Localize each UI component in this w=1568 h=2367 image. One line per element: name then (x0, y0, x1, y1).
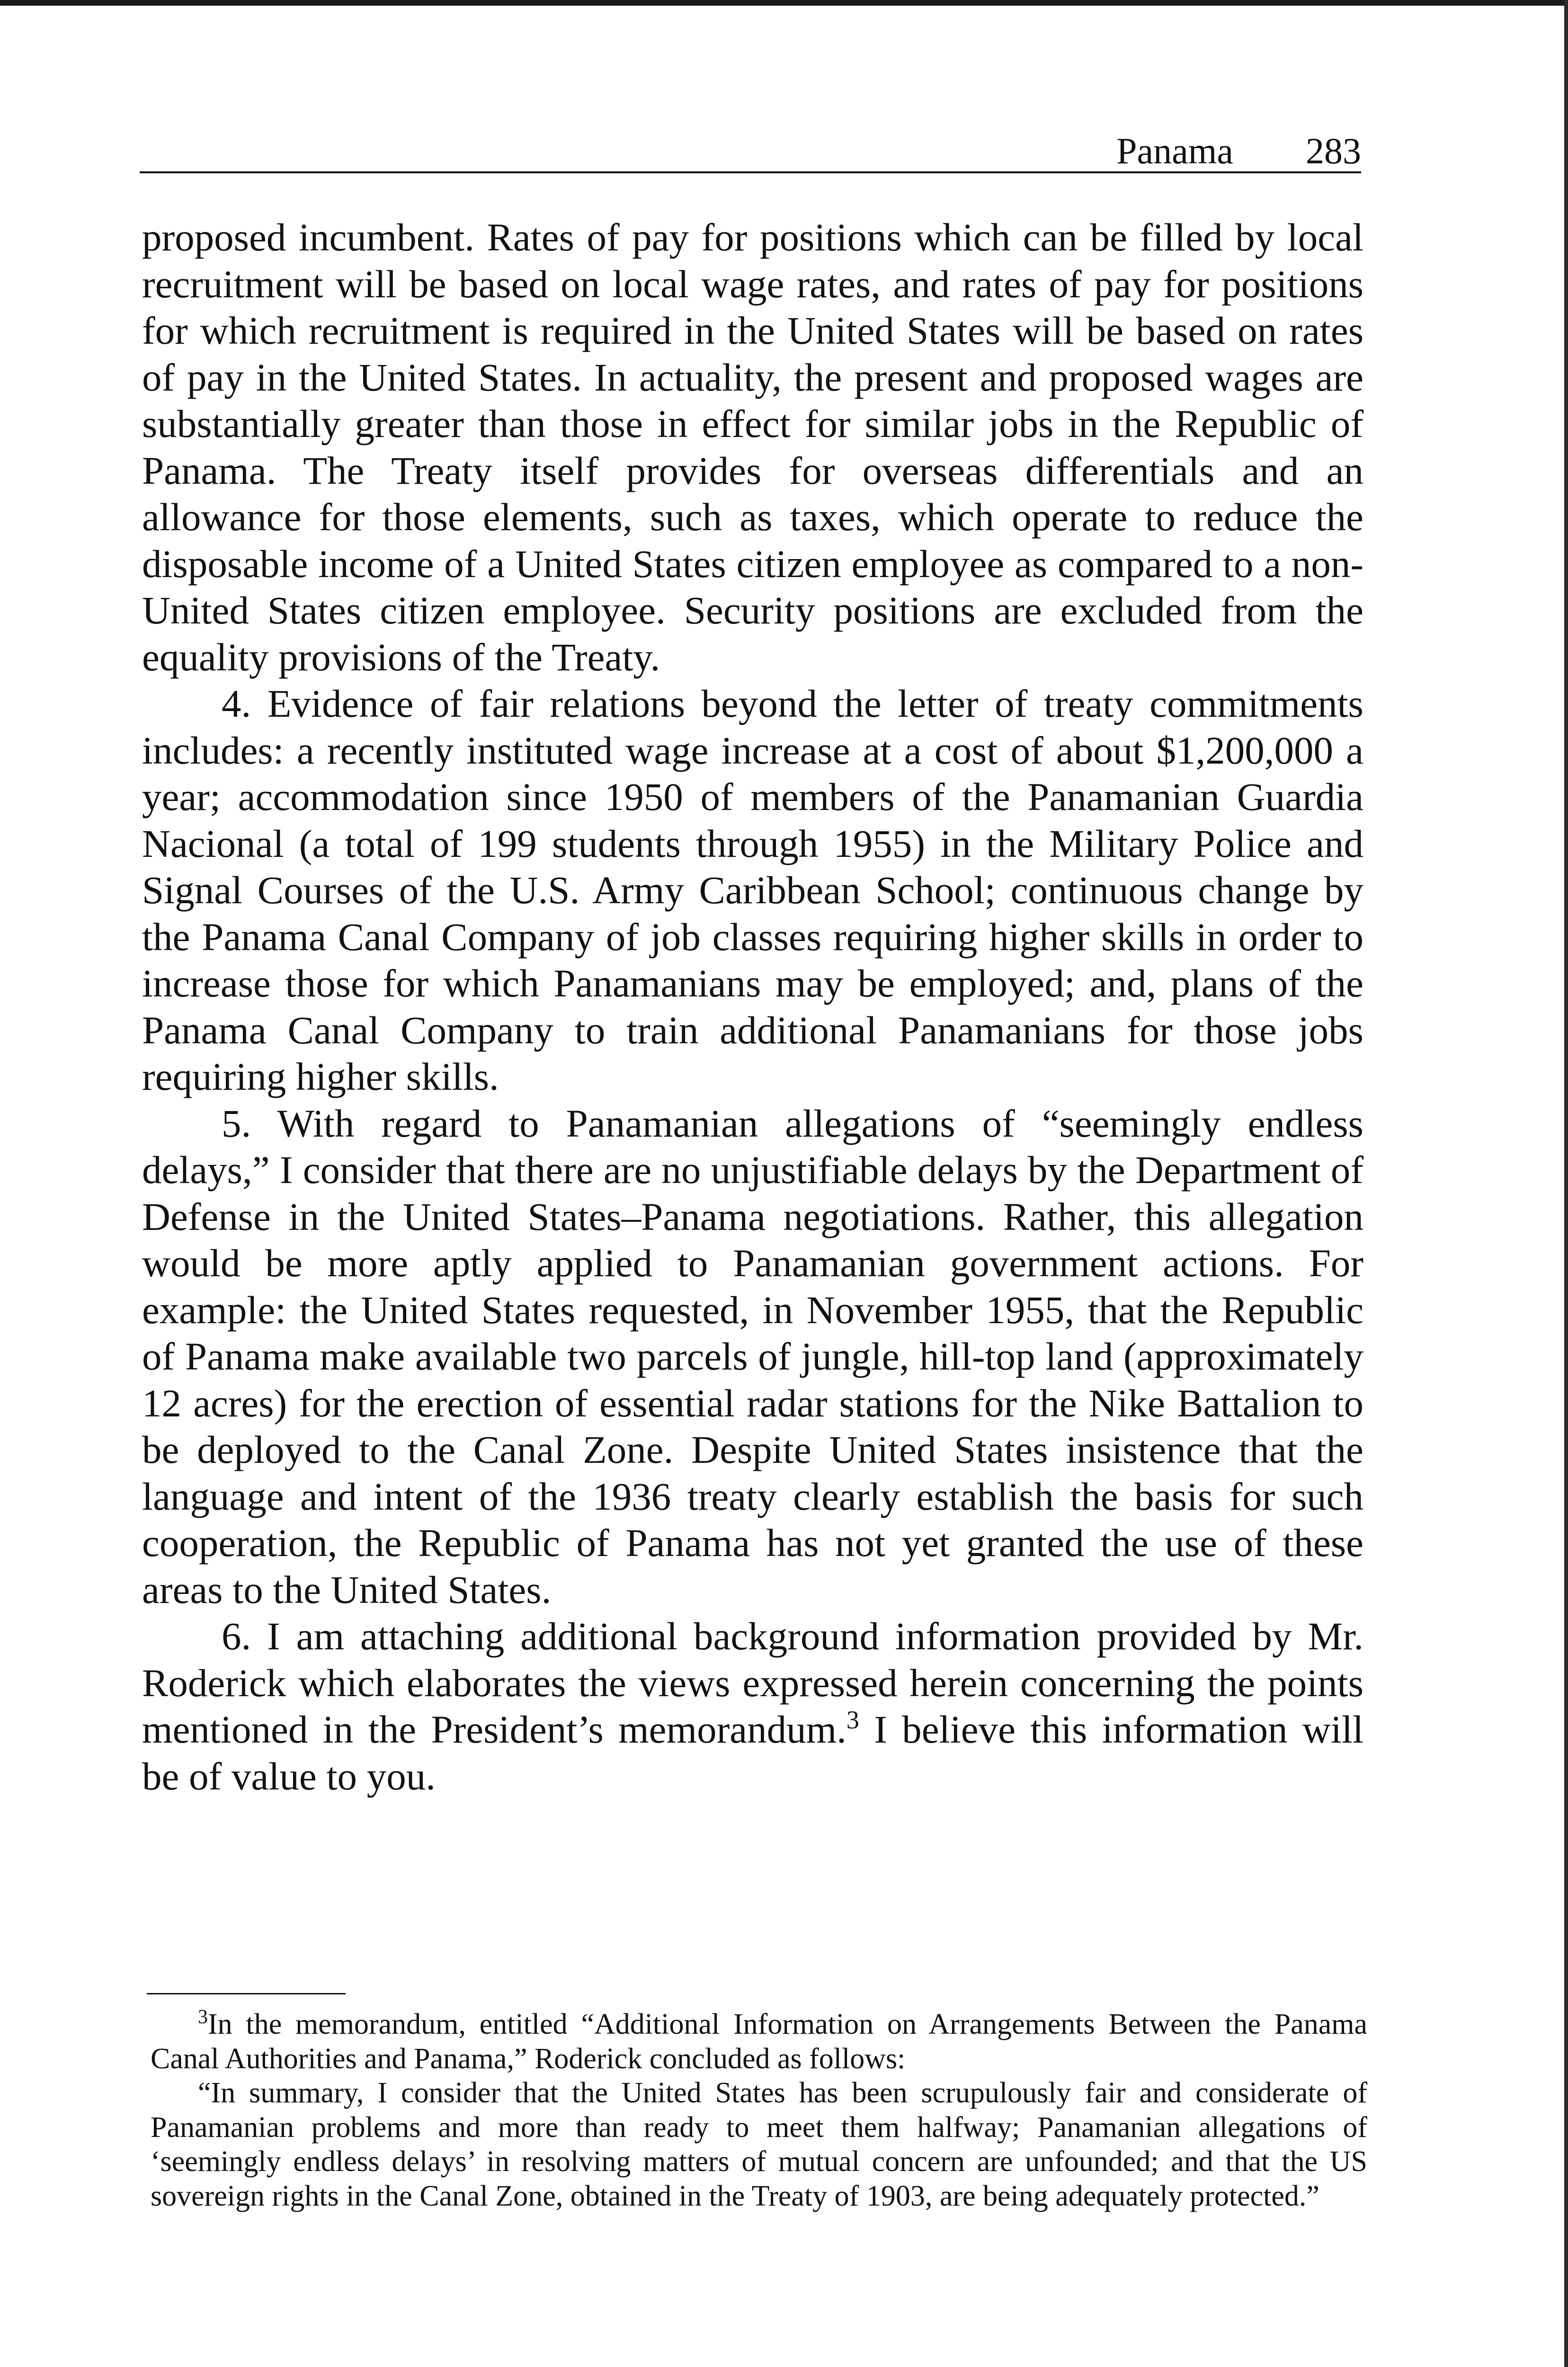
main-text (142, 214, 1363, 1799)
running-title: Panama (1116, 130, 1233, 171)
paragraph-5: 5. With regard to Panamanian allegations of “seemingly endless delays,” I consider that there are no unjustifiable delays by the Department of Defense in the United States–Panama negotiations. Rather, this allegation would be more aptly applied to Panamanian government actions. For example: the United States requested, in November 1955, that the Republic of Panama make available two parcels of jungle, hill-top land (approximately 12 acres) for the erection of essential radar stations for the Nike Battalion to be deployed to the Canal Zone. Despite United States insistence that the language and intent of the 1936 treaty clearly establish the basis for such cooperation, the Republic of Panama has not yet granted the use of these areas to the United States. (142, 1101, 1363, 1611)
footnote-3-quote: “In summary, I consider that the United States has been scrupulously fair and considerate of Panamanian problems and more than ready to meet them halfway; Panamanian allegations of ‘seemingly endless delays’ in resolving matters of mutual concern are unfounded; and that the US sovereign rights in the Canal Zone, obtained in the Treaty of 1903, are being adequately protected.” (151, 2077, 1367, 2212)
page-top-border (0, 0, 1568, 6)
paragraph-continuation: proposed incumbent. Rates of pay for positions which can be filled by local recruitment will be based on local wage rates, and rates of pay for positions for which recruitment is required in the United States will be based on rates of pay in the United States. In actuality, the present and proposed wages are substantially greater than those in effect for similar jobs in the Republic of Panama. The Treaty itself provides for overseas differentials and an allowance for those elements, such as taxes, which operate to reduce the disposable income of a United States citizen employee as compared to a non-United States citizen employee. Security positions are excluded from the equality provisions of the Treaty. (142, 215, 1363, 679)
paragraph-6 (142, 1613, 1363, 1799)
footnote-reference-3: 3 (846, 1706, 859, 1734)
footnote-3-text: In the memorandum, entitled “Additional Information on Arrangements Between the Panama Canal Authorities and Panama,” Roderick concluded as follows: (151, 2008, 1367, 2075)
footnote-rule (147, 1993, 346, 1994)
footnote-marker: 3 (198, 2006, 208, 2028)
footnote-3 (151, 2007, 1367, 2076)
paragraph-6-text: 6. I am attaching additional background information provided by Mr. Roderick which elaborates the views expressed herein concerning the points mentioned in the President’s memorandum. (142, 1614, 1363, 1751)
running-head (140, 124, 1361, 173)
paragraph-6-text-end: I believe this information will be of value to you. (142, 1708, 1364, 1798)
paragraph-4: 4. Evidence of fair relations beyond the letter of treaty commitments includes: a recently instituted wage increase at a cost of about $1,200,000 a year; accommodation since 1950 of members of the Panamanian Guardia Nacional (a total of 199 students through 1955) in the Military Police and Signal Courses of the U.S. Army Caribbean School; continuous change by the Panama Canal Company of job classes requiring higher skills in order to increase those for which Panamanians may be employed; and, plans of the Panama Canal Company to train additional Panamanians for those jobs requiring higher skills. (142, 682, 1363, 1098)
page-number: 283 (1306, 130, 1361, 171)
page-right-border (1564, 0, 1568, 2367)
footnotes (151, 2007, 1367, 2213)
